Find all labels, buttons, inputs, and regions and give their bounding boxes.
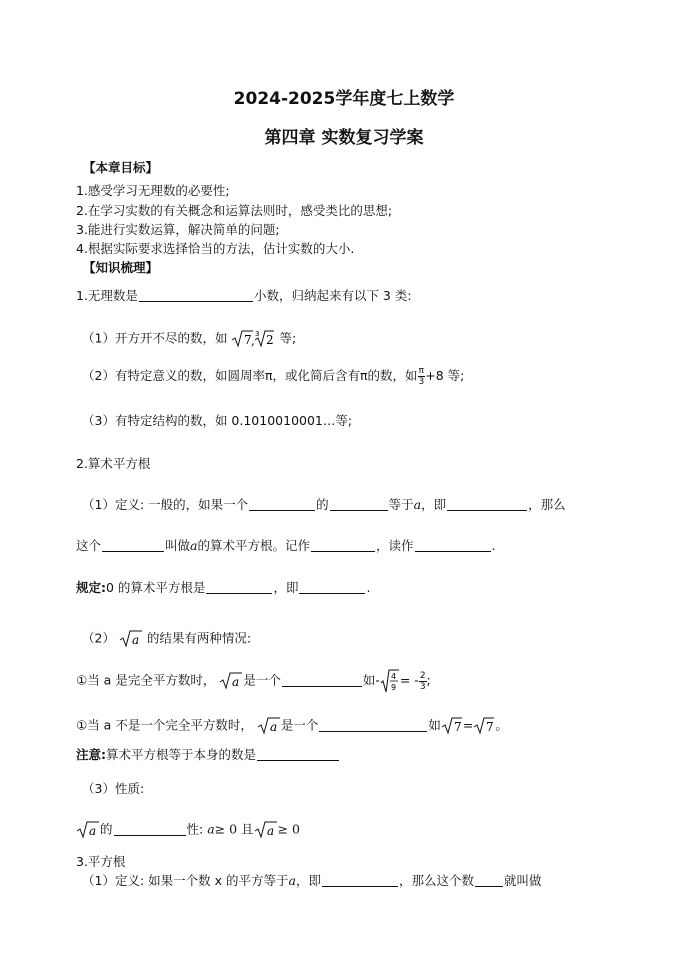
def-text-4: ，即	[421, 497, 447, 512]
chapter-title: 第四章 实数复习学案	[264, 128, 424, 148]
sqrt-a-math	[254, 820, 278, 840]
pi-numerator: π	[418, 366, 425, 376]
properties-line	[76, 820, 300, 840]
prop-text-4: ≥ 0	[277, 821, 300, 837]
case2-text-1: ①当 a 不是一个完全平方数时，	[76, 717, 253, 733]
two-thirds-fraction	[419, 671, 427, 692]
case1-text-2: 是一个	[243, 672, 281, 688]
radicand-7: 7	[244, 333, 253, 347]
case1-text-1: ①当 a 是完全平方数时，	[76, 672, 216, 688]
type1-text: （1）开方开不尽的数，如	[82, 330, 228, 346]
prop-text-2: 性:	[186, 821, 208, 837]
def-text-5: ，那么	[528, 497, 566, 512]
rule-text-3: .	[366, 580, 371, 595]
def2-text-1: 这个	[76, 538, 102, 553]
case1-example-start: 如-	[362, 672, 380, 688]
radicand-2: 2	[266, 333, 275, 347]
s3-text-2: ，即	[295, 873, 321, 888]
fraction-denominator-9: 9	[390, 683, 396, 692]
irrational-def-end: 小数，归纳起来有以下 3 类:	[253, 288, 412, 303]
properties-heading: （3）性质:	[82, 781, 145, 796]
case-1-line	[76, 668, 431, 694]
rule-text-1: 0 的算术平方根是	[106, 580, 206, 595]
irrational-blank[interactable]	[139, 289, 253, 302]
sqrt-a-math	[219, 671, 243, 691]
sqrt-7-math	[473, 716, 495, 736]
radicand-a: a	[131, 633, 140, 647]
def2-text-2: 叫做	[165, 538, 191, 553]
radicand-a: a	[266, 824, 274, 838]
rule-line	[76, 580, 370, 596]
sqrt7-cbrt2-math	[231, 329, 275, 349]
irrational-type-1	[82, 329, 296, 349]
section3-heading: 3.平方根	[76, 854, 126, 869]
s3-text-3: ，那么这个数	[398, 873, 474, 888]
numerator-2: 2	[419, 670, 426, 681]
document-title: 2024-2025学年度七上数学	[233, 89, 455, 109]
case2-text-2: 是一个	[280, 717, 319, 733]
radicand-7: 7	[453, 720, 462, 734]
def-text-2: 的	[316, 497, 329, 512]
goals-heading: 【本章目标】	[83, 160, 159, 175]
sqrt-a-math	[257, 716, 281, 736]
def-blank-1[interactable]	[249, 498, 315, 511]
case2-example-start: 如	[428, 717, 441, 733]
knowledge-heading: 【知识梳理】	[83, 260, 159, 275]
svg-text:,: ,	[251, 334, 256, 348]
sqrt-7-math	[441, 716, 463, 736]
var-a: a	[190, 538, 198, 553]
def2-text-5: .	[491, 538, 496, 553]
radicand-7: 7	[486, 720, 494, 734]
denominator-3: 3	[419, 681, 426, 692]
var-a: a	[413, 497, 422, 512]
note-label: 注意:	[76, 747, 106, 762]
s3-text-1: （1）定义: 如果一个数 x 的平方等于	[82, 873, 289, 888]
goal-3: 3.能进行实数运算，解决简单的问题;	[76, 222, 280, 237]
case1-blank[interactable]	[282, 674, 362, 687]
irrational-def-start: 1.无理数是	[76, 288, 138, 303]
rule-blank-1[interactable]	[206, 581, 272, 594]
irrational-type-3: （3）有特定结构的数，如 0.1010010001…等;	[82, 413, 353, 428]
rule-text-2: ，即	[273, 580, 299, 595]
prop-text-1: 的	[100, 821, 113, 837]
arith-sqrt-definition-1	[82, 497, 566, 513]
s3-blank-2[interactable]	[475, 874, 503, 887]
irrational-type-2	[82, 366, 464, 390]
radicand-a: a	[269, 720, 277, 734]
radicand-a: a	[89, 824, 97, 838]
sqrt-four-ninths-math	[380, 668, 400, 694]
def2-text-4: ，读作	[376, 538, 414, 553]
rule-label: 规定:	[76, 580, 106, 595]
p2-label: （2）	[82, 630, 115, 646]
type1-end: 等;	[279, 330, 297, 346]
var-a: a	[288, 873, 296, 888]
case1-equals: = -	[399, 672, 419, 688]
type2-end: +8 等;	[425, 368, 465, 383]
radicand-a: a	[232, 675, 240, 689]
def-blank-3[interactable]	[447, 498, 527, 511]
reading-blank[interactable]	[415, 539, 491, 552]
case2-blank[interactable]	[319, 719, 427, 732]
def2-blank-1[interactable]	[102, 539, 164, 552]
p2-text: 的结果有两种情况:	[146, 630, 252, 646]
note-text: 算术平方根等于本身的数是	[106, 747, 257, 762]
goal-4: 4.根据实际要求选择恰当的方法，估计实数的大小.	[76, 241, 355, 256]
sqrt-a-math	[76, 820, 100, 840]
arith-sqrt-definition-2	[76, 538, 496, 554]
notation-blank[interactable]	[311, 539, 375, 552]
s3-text-4: 就叫做	[503, 873, 542, 888]
prop-blank[interactable]	[114, 823, 186, 836]
three-denominator: 3	[418, 377, 425, 387]
section2-heading: 2.算术平方根	[76, 456, 151, 471]
square-root-definition	[82, 873, 541, 889]
def-text-1: （1）定义: 一般的，如果一个	[82, 497, 249, 512]
note-line	[76, 747, 340, 763]
case2-equals: =	[462, 717, 474, 733]
case-2-line	[76, 716, 508, 736]
note-blank[interactable]	[257, 748, 339, 761]
sqrt-a-cases-heading	[82, 629, 251, 649]
goal-2: 2.在学习实数的有关概念和运算法则时，感受类比的思想;	[76, 203, 393, 218]
goal-1: 1.感受学习无理数的必要性;	[76, 183, 230, 198]
case1-end: ;	[426, 672, 431, 688]
def2-text-3: 的算术平方根。记作	[197, 538, 310, 553]
def-text-3: 等于	[388, 497, 414, 512]
fraction-numerator-4: 4	[390, 672, 396, 681]
def-blank-2[interactable]	[330, 498, 388, 511]
cube-index: 3	[255, 330, 260, 338]
case2-end: 。	[495, 717, 508, 733]
s3-blank-1[interactable]	[322, 874, 398, 887]
prop-text-3: ≥ 0 且	[214, 821, 254, 837]
irrational-definition	[76, 288, 412, 304]
rule-blank-2[interactable]	[299, 581, 365, 594]
var-a: a	[207, 821, 215, 837]
sqrt-a-math	[119, 629, 143, 649]
type2-text: （2）有特定意义的数，如圆周率π，或化简后含有π的数，如	[82, 368, 418, 383]
